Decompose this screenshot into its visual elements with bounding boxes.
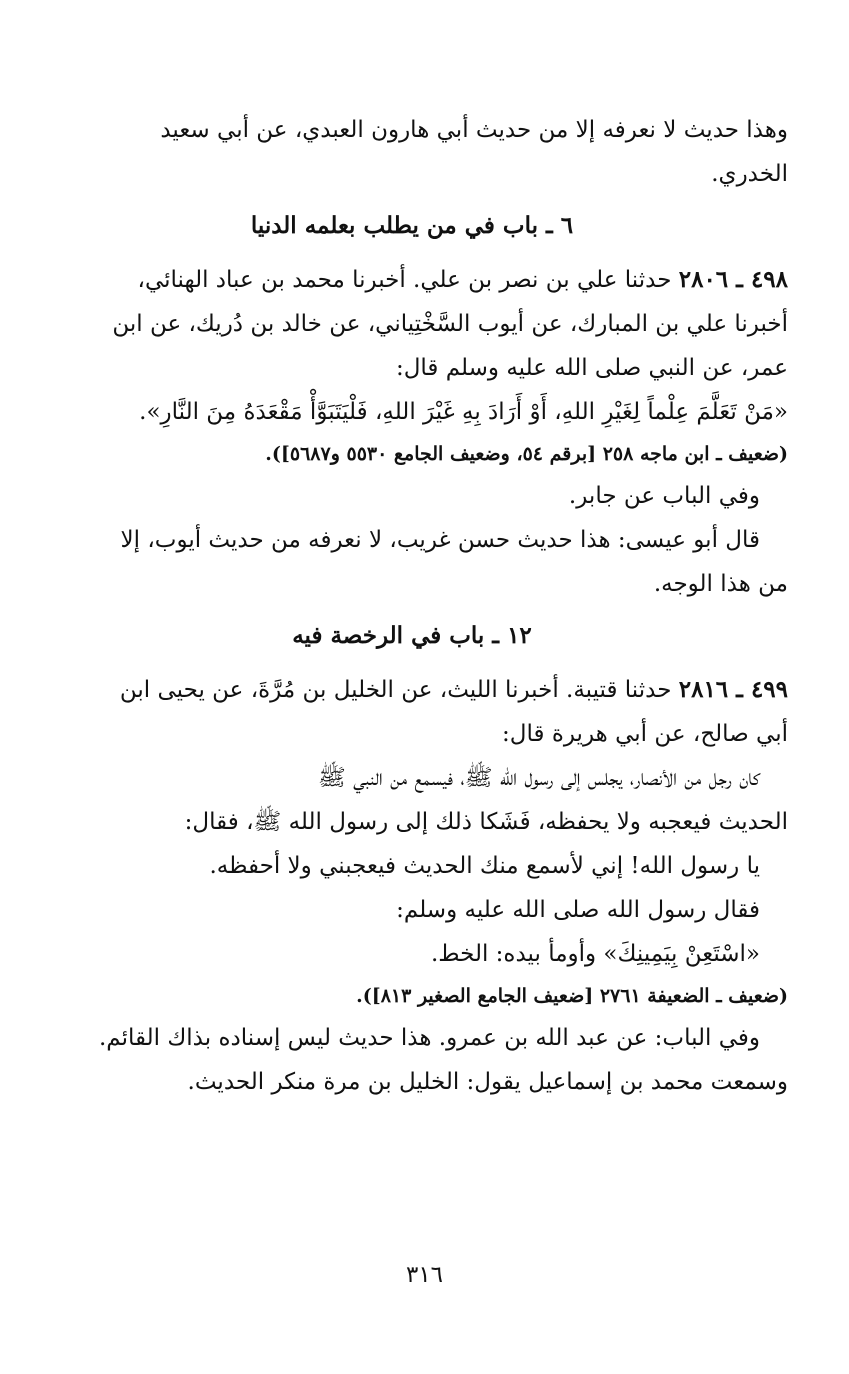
hadith-498-text: «مَنْ تَعَلَّمَ عِلْماً لِغَيْرِ اللهِ، أَوْ أَرَادَ بِهِ غَيْرَ اللهِ، فَلْيَتَبَوَّأْ مَقْعَدَهُ مِنَ النَّارِ».: [139, 399, 788, 425]
hadith-498-chain-3: عمر، عن النبي صلى الله عليه وسلم قال:: [395, 355, 788, 381]
hadith-498-chain-1: [36, 258, 788, 302]
hadith-498-comment-1: قال أبو عيسى: هذا حديث حسن غريب، لا نعرفه من حديث أيوب، إلا: [120, 527, 760, 553]
intro-line-2: الخدري.: [711, 161, 788, 187]
page-number: ٣١٦: [405, 1262, 444, 1288]
hadith-499-chain-text-1: حدثنا قتيبة. أخبرنا الليث، عن الخليل بن مُرَّةَ، عن يحيى ابن: [119, 677, 672, 703]
hadith-499-bab: وفي الباب: عن عبد الله بن عمرو. هذا حديث ليس إسناده بذاك القائم.: [98, 1025, 760, 1051]
hadith-498-comment-2: من هذا الوجه.: [653, 571, 788, 597]
page-body: [36, 108, 788, 1104]
hadith-498-grading: (ضعيف ـ ابن ماجه ٢٥٨ [برقم ٥٤، وضعيف الجامع ٥٥٣٠ و٥٦٨٧]).: [265, 443, 788, 465]
hadith-499-chain-2: أبي صالح، عن أبي هريرة قال:: [502, 721, 788, 747]
hadith-499-text-2: الحديث فيعجبه ولا يحفظه، فَشَكا ذلك إلى رسول الله ﷺ، فقال:: [184, 809, 788, 835]
section-12-heading: ١٢ ـ باب في الرخصة فيه: [292, 622, 532, 649]
hadith-498-chain-2: أخبرنا علي بن المبارك، عن أيوب السَّخْتِياني، عن خالد بن دُريك، عن ابن: [112, 311, 788, 337]
hadith-498-bab: وفي الباب عن جابر.: [568, 483, 760, 509]
intro-line-1: وهذا حديث لا نعرفه إلا من حديث أبي هارون العبدي، عن أبي سعيد: [160, 117, 788, 143]
hadith-499-number: ٤٩٩ ـ ٢٨١٦: [678, 676, 788, 703]
section-6-heading: ٦ ـ باب في من يطلب بعلمه الدنيا: [250, 212, 574, 239]
hadith-499-text-4: فقال رسول الله صلى الله عليه وسلم:: [396, 897, 760, 923]
hadith-498-chain-text-1: حدثنا علي بن نصر بن علي. أخبرنا محمد بن عباد الهنائي،: [137, 267, 672, 293]
hadith-499-comment: وسمعت محمد بن إسماعيل يقول: الخليل بن مرة منكر الحديث.: [187, 1069, 788, 1095]
hadith-498-number: ٤٩٨ ـ ٢٨٠٦: [678, 266, 788, 293]
hadith-499-text-5: «اسْتَعِنْ بِيَمِينِكَ» وأومأ بيده: الخط.: [430, 941, 760, 967]
hadith-499-text-1: كان رجل من الأنصار، يجلس إلى رسول الله ﷺ، فيسمع من النبي ﷺ: [318, 765, 760, 791]
hadith-499-grading: (ضعيف ـ الضعيفة ٢٧٦١ [ضعيف الجامع الصغير ٨١٣]).: [356, 985, 788, 1007]
hadith-499-chain-1: [36, 668, 788, 712]
hadith-499-text-3: يا رسول الله! إني لأسمع منك الحديث فيعجبني ولا أحفظه.: [209, 853, 760, 879]
